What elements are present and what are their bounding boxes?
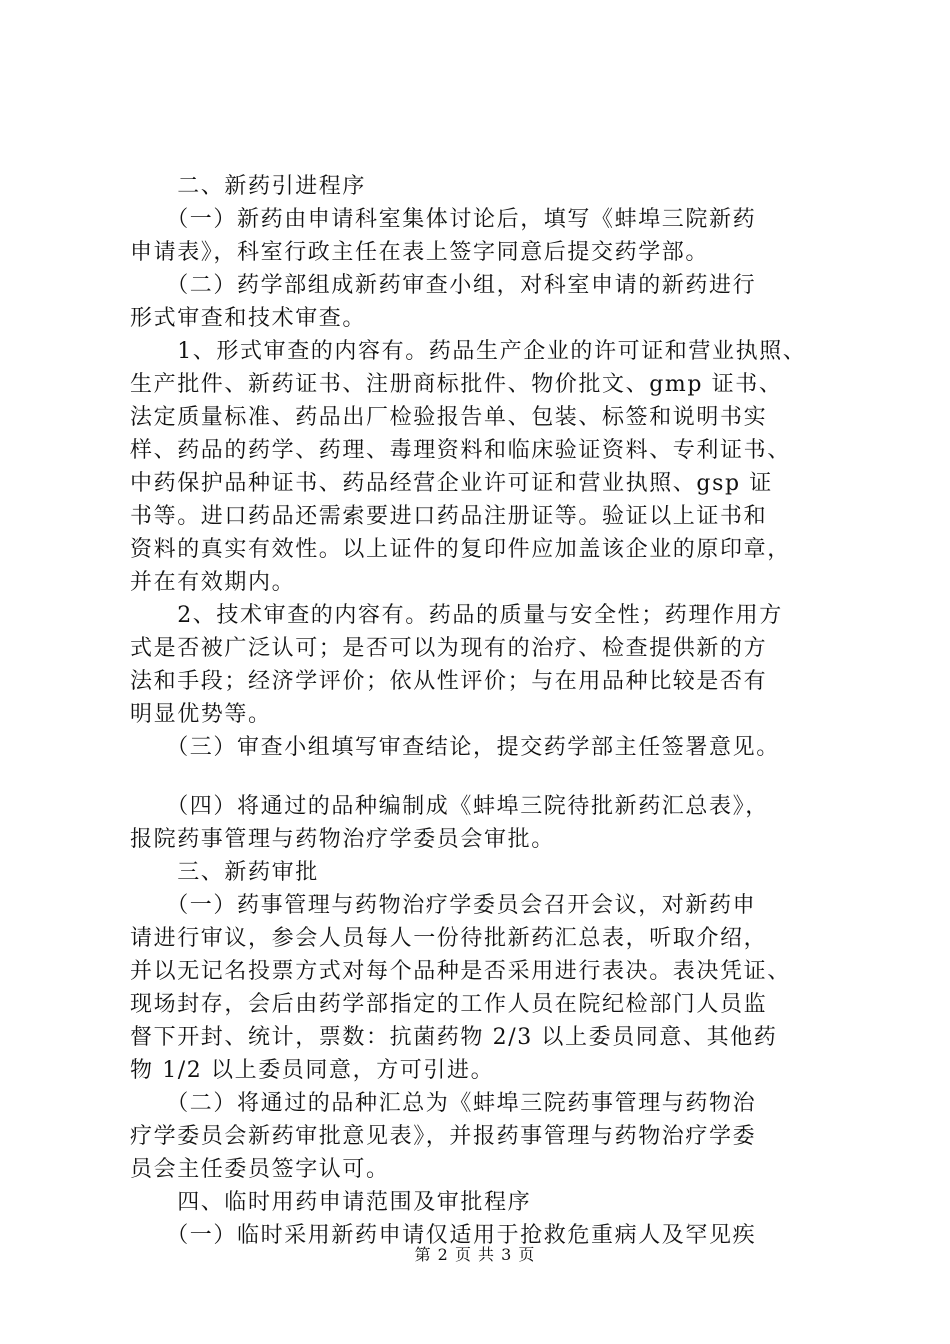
paragraph-line: （二）药学部组成新药审查小组，对科室申请的新药进行 — [130, 273, 757, 298]
paragraph-line: 中药保护品种证书、药品经营企业许可证和营业执照、gsp 证 — [130, 471, 773, 496]
paragraph-line: 督下开封、统计，票数：抗菌药物 2/3 以上委员同意、其他药 — [130, 1025, 778, 1050]
paragraph-line: 申请表》，科室行政主任在表上签字同意后提交药学部。 — [130, 240, 710, 265]
paragraph-line: 2、技术审查的内容有。药品的质量与安全性；药理作用方 — [130, 603, 783, 628]
section-heading: 三、新药审批 — [130, 860, 319, 885]
paragraph-line: 明显优势等。 — [130, 702, 272, 727]
paragraph-gap — [130, 764, 850, 790]
paragraph-line: 法定质量标准、药品出厂检验报告单、包装、标签和说明书实 — [130, 405, 768, 430]
document-body — [130, 170, 850, 1252]
paragraph-line: 疗学委员会新药审批意见表》，并报药事管理与药物治疗学委 — [130, 1124, 757, 1149]
page-number-footer: 第 2 页 共 3 页 — [414, 1245, 536, 1264]
paragraph-line: 资料的真实有效性。以上证件的复印件应加盖该企业的原印章， — [130, 537, 791, 562]
paragraph-line: 物 1/2 以上委员同意，方可引进。 — [130, 1058, 495, 1083]
paragraph-line: 员会主任委员签字认可。 — [130, 1157, 390, 1182]
paragraph-line: 式是否被广泛认可；是否可以为现有的治疗、检查提供新的方 — [130, 636, 768, 661]
paragraph-line: 生产批件、新药证书、注册商标批件、物价批文、gmp 证书、 — [130, 372, 783, 397]
paragraph-line: （一）临时采用新药申请仅适用于抢救危重病人及罕见疾 — [130, 1223, 757, 1248]
paragraph-line: （一）新药由申请科室集体讨论后，填写《蚌埠三院新药 — [130, 207, 757, 232]
paragraph-line: 并在有效期内。 — [130, 570, 296, 595]
paragraph-line: 形式审查和技术审查。 — [130, 306, 367, 331]
paragraph-line: 书等。进口药品还需索要进口药品注册证等。验证以上证书和 — [130, 504, 768, 529]
paragraph-line: （四）将通过的品种编制成《蚌埠三院待批新药汇总表》， — [130, 794, 769, 819]
paragraph-line: 并以无记名投票方式对每个品种是否采用进行表决。表决凭证、 — [130, 959, 791, 984]
paragraph-line: 法和手段；经济学评价；依从性评价；与在用品种比较是否有 — [130, 669, 768, 694]
paragraph-line: 请进行审议，参会人员每人一份待批新药汇总表，听取介绍， — [130, 926, 768, 951]
paragraph-line: 1、形式审查的内容有。药品生产企业的许可证和营业执照、 — [130, 339, 807, 364]
paragraph-line: 样、药品的药学、药理、毒理资料和临床验证资料、专利证书、 — [130, 438, 791, 463]
paragraph-line: 报院药事管理与药物治疗学委员会审批。 — [130, 827, 555, 852]
paragraph-line: 现场封存，会后由药学部指定的工作人员在院纪检部门人员监 — [130, 992, 768, 1017]
section-heading: 四、临时用药申请范围及审批程序 — [130, 1190, 532, 1215]
section-heading: 二、新药引进程序 — [130, 174, 367, 199]
paragraph-line: （一）药事管理与药物治疗学委员会召开会议，对新药申 — [130, 893, 757, 918]
paragraph-line: （三）审查小组填写审查结论，提交药学部主任签署意见。 — [130, 735, 780, 760]
paragraph-line: （二）将通过的品种汇总为《蚌埠三院药事管理与药物治 — [130, 1091, 757, 1116]
